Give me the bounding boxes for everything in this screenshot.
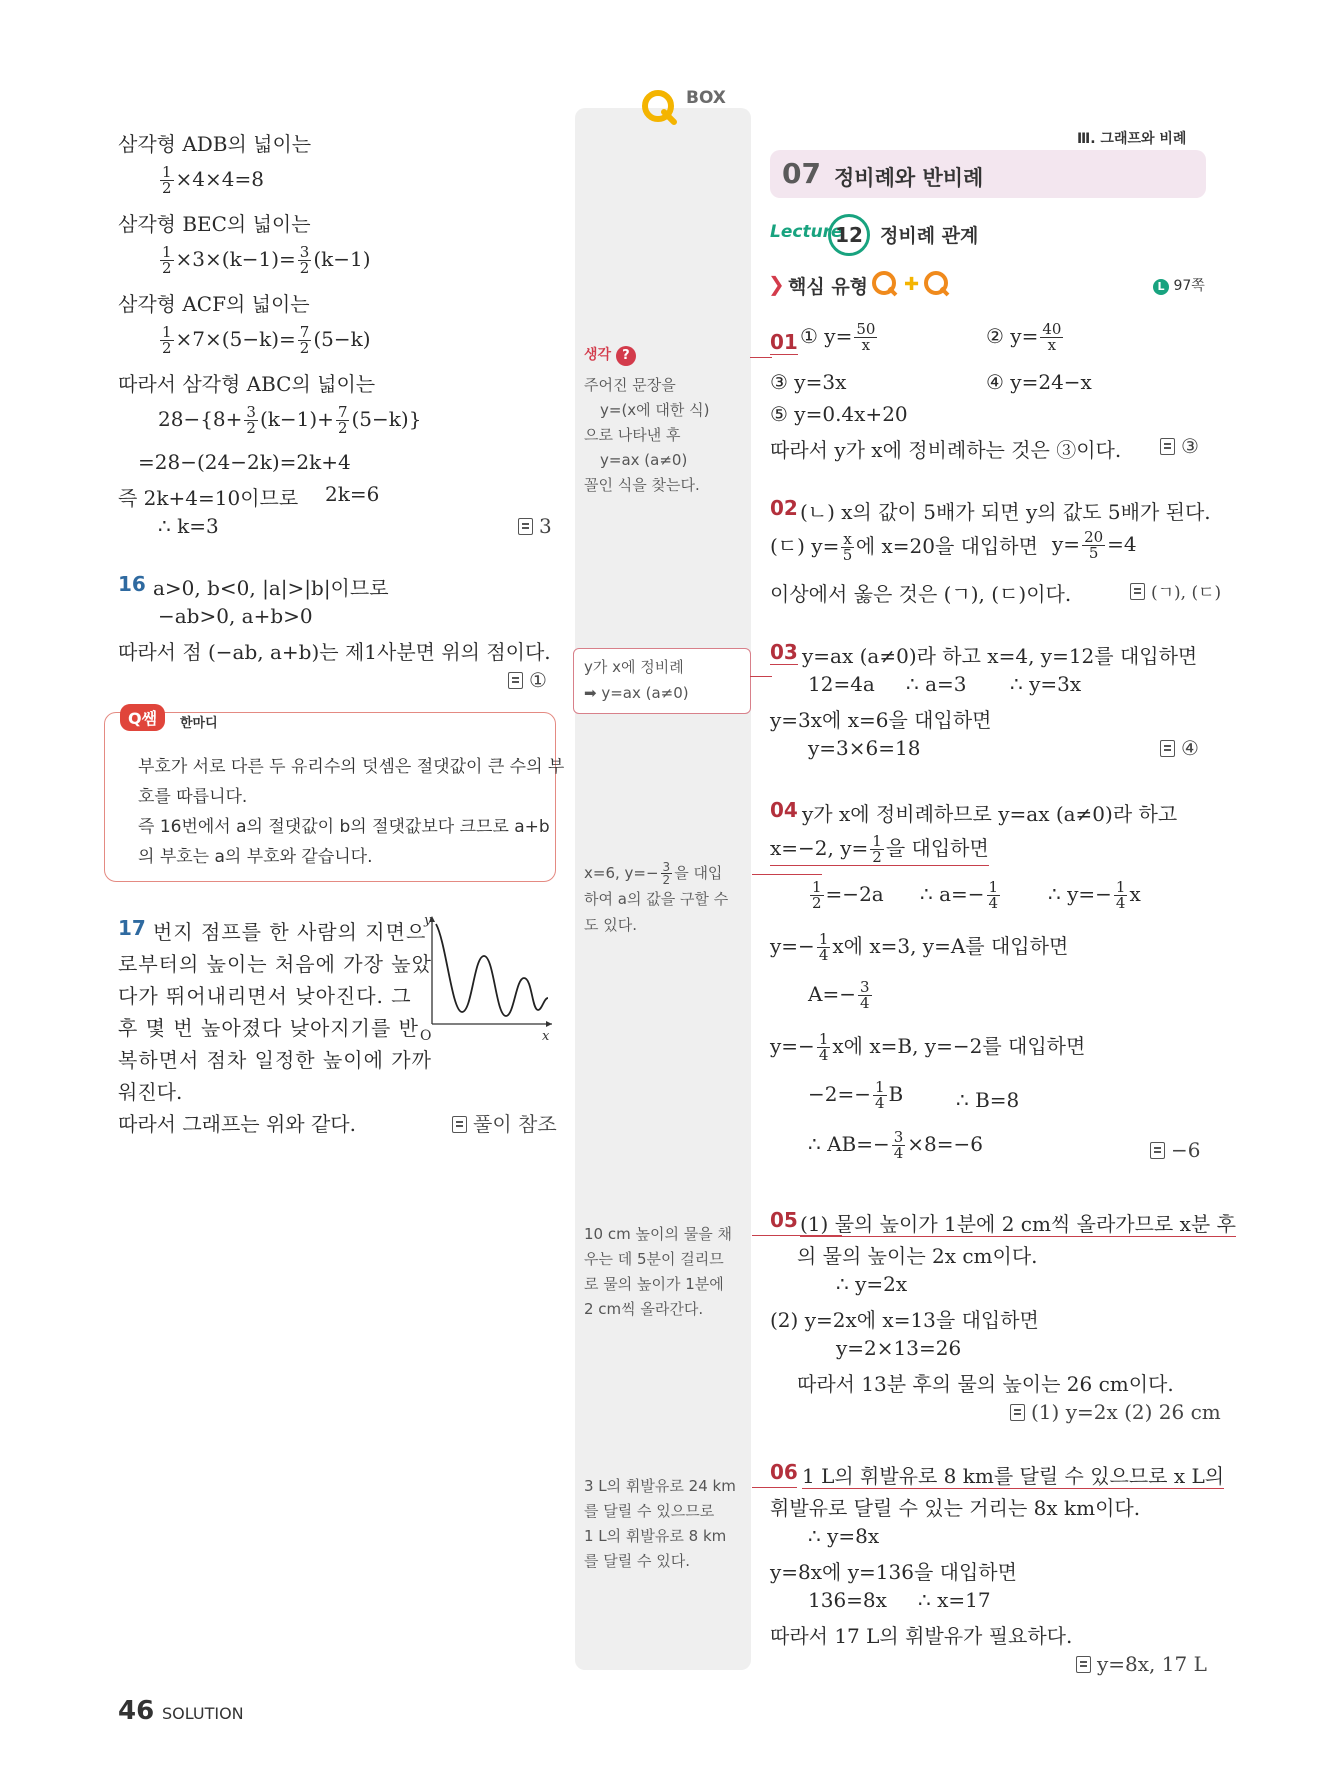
p06-c: ∴ y=8x xyxy=(808,1524,880,1548)
p06-e: 136=8x xyxy=(808,1588,887,1612)
note-connector-04 xyxy=(752,874,822,875)
p17-line-2: 로부터의 높이는 처음에 가장 높았 xyxy=(118,952,432,976)
left-line-10b: 2k=6 xyxy=(325,482,380,506)
fraction: $\frac{1}{2}$ xyxy=(162,163,172,197)
problem-17-number: 17 xyxy=(118,916,146,940)
answer-17 xyxy=(452,1108,557,1137)
left-line-11: ∴ k=3 xyxy=(158,514,219,538)
problem-16-number: 16 xyxy=(118,572,146,596)
mid-line: 꼴인 식을 찾는다. xyxy=(584,476,700,494)
p06-f: 따라서 17 L의 휘발유가 필요하다. xyxy=(770,1624,1073,1648)
graph-curve xyxy=(436,924,548,1016)
answer-05 xyxy=(1010,1400,1221,1424)
p02-b: (ㄷ) y= $\frac{x}{5}$ 에 x=20을 대입하면 xyxy=(770,530,1038,564)
mid-line: x=6, y=− $\frac{3}{2}$ 을 대입 xyxy=(584,860,723,887)
left-line-6 xyxy=(158,325,371,356)
tip-line-2: 호를 따릅니다. xyxy=(138,787,248,807)
fraction: $\frac{1}{4}$ xyxy=(818,930,829,964)
mid-line: 를 달릴 수 있다. xyxy=(584,1552,691,1570)
fraction: $\frac{1}{2}$ xyxy=(812,878,822,912)
fraction: $\frac{40}{x}$ xyxy=(1042,320,1062,354)
lecture-number-text: 12 xyxy=(835,223,863,247)
p04-c3: ∴ y=− $\frac{1}{4}$ x xyxy=(1048,878,1141,912)
p01-a: ① y= $\frac{50}{x}$ xyxy=(800,320,876,354)
answer-icon xyxy=(1130,583,1145,600)
expr: ×4×4=8 xyxy=(175,167,264,191)
left-line-10: 즉 2k+4=10이므로 xyxy=(118,486,299,510)
mid-line: ➡ y=ax (a≠0) xyxy=(584,684,689,702)
p01-c: ③ y=3x xyxy=(770,370,847,394)
note-connector-01 xyxy=(750,357,772,358)
mid-line: 도 있다. xyxy=(584,916,638,934)
mid-line: 하여 a의 값을 구할 수 xyxy=(584,890,729,908)
p17-line-4: 후 몇 번 높아졌다 낮아지기를 반 xyxy=(118,1016,419,1040)
problem-04-number: 04 xyxy=(770,798,798,822)
p17-line-3: 다가 뛰어내리면서 낮아진다. 그 xyxy=(118,984,412,1008)
p02-a: (ㄴ) x의 값이 5배가 되면 y의 값도 5배가 된다. xyxy=(800,500,1211,524)
mid-line: y=(x에 대한 식) xyxy=(600,401,710,419)
p04-h: ∴ AB=− $\frac{3}{4}$ ×8=−6 xyxy=(808,1128,984,1162)
expr: (k−1) xyxy=(313,247,371,271)
answer-text: y=8x, 17 L xyxy=(1097,1652,1207,1676)
fraction: $\frac{x}{5}$ xyxy=(842,530,853,564)
tip-title: 한마디 xyxy=(180,716,218,731)
fraction: $\frac{20}{5}$ xyxy=(1084,528,1104,562)
mid-line: 2 cm씩 올라간다. xyxy=(584,1300,704,1318)
answer-text: ③ xyxy=(1181,434,1199,458)
p16-line-3: 따라서 점 (−ab, a+b)는 제1사분면 위의 점이다. xyxy=(118,640,551,664)
p06-e2: ∴ x=17 xyxy=(918,1588,991,1612)
answer-icon xyxy=(1160,740,1175,757)
mid-line: 10 cm 높이의 물을 채 xyxy=(584,1225,732,1243)
p05-a: (1) 물의 높이가 1분에 2 cm씩 올라가므로 x분 후 xyxy=(800,1212,1236,1236)
p17-line-6: 워진다. xyxy=(118,1080,183,1104)
answer-text: −6 xyxy=(1171,1138,1201,1162)
mid-note-1 xyxy=(584,373,710,498)
p04-a: y가 x에 정비례하므로 y=ax (a≠0)라 하고 xyxy=(802,802,1178,826)
note-connector-06 xyxy=(752,1487,797,1488)
answer-text: ① xyxy=(529,668,547,692)
p16-line-2: −ab>0, a+b>0 xyxy=(158,604,313,628)
fraction: $\frac{3}{2}$ xyxy=(299,243,310,277)
answer-16 xyxy=(508,668,547,692)
left-line-7: 따라서 삼각형 ABC의 넓이는 xyxy=(118,372,376,396)
fraction: $\frac{1}{2}$ xyxy=(162,243,172,277)
answer-icon xyxy=(1160,438,1175,455)
chapter-number: 07 xyxy=(782,157,821,190)
answer-text: 풀이 참조 xyxy=(473,1112,557,1136)
p17-line-1: 번지 점프를 한 사람의 지면으 xyxy=(153,920,427,944)
p03-b3: ∴ y=3x xyxy=(1010,672,1082,696)
answer-02 xyxy=(1130,578,1221,603)
fraction: $\frac{1}{4}$ xyxy=(1115,878,1126,912)
left-line-2 xyxy=(158,165,264,196)
p06-a: 1 L의 휘발유로 8 km를 달릴 수 있으므로 x L의 xyxy=(802,1464,1225,1488)
answer-text: 3 xyxy=(539,514,552,538)
answer-text: ④ xyxy=(1181,736,1199,760)
mid-line: y가 x에 정비례 xyxy=(584,658,684,676)
lecture-label: Lecture xyxy=(770,222,843,242)
q-logo-icon xyxy=(640,86,684,126)
mid-line: 1 L의 휘발유로 8 km xyxy=(584,1527,727,1545)
p16-line-1: a>0, b<0, |a|>|b|이므로 xyxy=(153,576,389,600)
p17-line-5: 복하면서 점차 일정한 높이에 가까 xyxy=(118,1048,432,1072)
fraction: $\frac{1}{2}$ xyxy=(872,832,882,866)
p17-line-7: 따라서 그래프는 위와 같다. xyxy=(118,1112,356,1136)
p05-d: (2) y=2x에 x=13을 대입하면 xyxy=(770,1308,1039,1332)
fraction: $\frac{1}{4}$ xyxy=(988,878,999,912)
p04-c: $\frac{1}{2}$ =−2a xyxy=(812,878,884,912)
svg-text:✚: ✚ xyxy=(904,274,920,295)
p05-c: ∴ y=2x xyxy=(836,1272,908,1296)
fraction: $\frac{50}{x}$ xyxy=(856,320,876,354)
breadcrumb: Ⅲ. 그래프와 비례 xyxy=(1077,131,1187,147)
p02-b-result: y= $\frac{20}{5}$ =4 xyxy=(1052,528,1137,562)
answer-text: (1) y=2x (2) 26 cm xyxy=(1031,1400,1221,1424)
expr: (k−1)+ xyxy=(259,407,334,431)
box-label: BOX xyxy=(686,88,726,108)
p05-e: y=2×13=26 xyxy=(836,1336,962,1360)
left-line-8 xyxy=(158,405,421,436)
answer-06 xyxy=(1076,1652,1207,1676)
answer-icon xyxy=(1010,1404,1025,1421)
fraction: $\frac{1}{2}$ xyxy=(162,323,172,357)
expr: ×3×(k−1)= xyxy=(175,247,296,271)
chapter-title: 정비례와 반비례 xyxy=(834,166,984,190)
fraction: $\frac{1}{4}$ xyxy=(818,1030,829,1064)
core-type-label: 핵심 유형 xyxy=(788,276,869,298)
p05-b: 의 물의 높이는 2x cm이다. xyxy=(797,1244,1038,1268)
fraction: $\frac{7}{2}$ xyxy=(337,403,348,437)
p04-b: x=−2, y= $\frac{1}{2}$ 을 대입하면 xyxy=(770,832,989,866)
p01-d: ④ y=24−x xyxy=(986,370,1092,394)
left-line-5: 삼각형 ACF의 넓이는 xyxy=(118,292,310,316)
page-ref-text: 97쪽 xyxy=(1173,278,1205,294)
lecture-title: 정비례 관계 xyxy=(880,225,979,247)
page-ref-badge xyxy=(1153,275,1205,295)
p01-f: 따라서 y가 x에 정비례하는 것은 ③이다. xyxy=(770,438,1122,462)
p03-b: 12=4a xyxy=(808,672,875,696)
p02-c: 이상에서 옳은 것은 (ㄱ), (ㄷ)이다. xyxy=(770,582,1072,606)
think-label xyxy=(584,344,636,366)
p06-d: y=8x에 y=136을 대입하면 xyxy=(770,1560,1017,1584)
mid-line: y=ax (a≠0) xyxy=(600,451,688,469)
left-line-1: 삼각형 ADB의 넓이는 xyxy=(118,132,312,156)
lecture-number xyxy=(828,214,870,256)
answer-icon xyxy=(508,672,523,689)
graph-y-label: y xyxy=(424,913,432,928)
mid-line: 우는 데 5분이 걸리므 xyxy=(584,1250,724,1268)
think-icon: ? xyxy=(616,346,636,366)
footer-label: SOLUTION xyxy=(162,1704,244,1723)
problem-06-number: 06 xyxy=(770,1460,798,1484)
answer-15 xyxy=(518,514,552,538)
fraction: $\frac{7}{2}$ xyxy=(299,323,310,357)
mid-note-04 xyxy=(584,860,728,938)
definition-text xyxy=(584,654,689,706)
fraction: $\frac{3}{2}$ xyxy=(246,403,256,437)
expr: 28−{8+ xyxy=(158,407,243,431)
mid-note-06 xyxy=(584,1474,736,1574)
p04-f: y=− $\frac{1}{4}$ x에 x=B, y=−2를 대입하면 xyxy=(770,1030,1086,1064)
answer-04 xyxy=(1150,1138,1200,1162)
p03-c: y=3x에 x=6을 대입하면 xyxy=(770,708,992,732)
problem-02-number: 02 xyxy=(770,496,798,520)
tip-line-3: 즉 16번에서 a의 절댓값이 b의 절댓값보다 크므로 a+b xyxy=(138,817,550,837)
bungee-graph xyxy=(418,912,558,1042)
p03-b2: ∴ a=3 xyxy=(906,672,967,696)
graph-x-label: x xyxy=(542,1029,550,1042)
answer-icon xyxy=(1076,1656,1091,1673)
left-line-3: 삼각형 BEC의 넓이는 xyxy=(118,212,311,236)
expr: ×7×(5−k)= xyxy=(175,327,296,351)
answer-text: (ㄱ), (ㄷ) xyxy=(1151,583,1222,603)
mid-note-05 xyxy=(584,1222,732,1322)
mid-line: 주어진 문장을 xyxy=(584,376,676,394)
problem-01-number: 01 xyxy=(770,330,798,354)
left-line-9: =28−(24−2k)=2k+4 xyxy=(138,450,351,474)
answer-icon xyxy=(452,1116,467,1133)
tip-badge: Q쌤 xyxy=(120,704,165,731)
problem-03-number: 03 xyxy=(770,640,798,664)
answer-icon xyxy=(518,518,533,535)
q-box-logo xyxy=(640,86,684,131)
p04-d: y=− $\frac{1}{4}$ x에 x=3, y=A를 대입하면 xyxy=(770,930,1069,964)
think-text: 생각 xyxy=(584,347,612,363)
tip-line-1: 부호가 서로 다른 두 유리수의 덧셈은 절댓값이 큰 수의 부 xyxy=(138,757,565,777)
p03-a: y=ax (a≠0)라 하고 x=4, y=12를 대입하면 xyxy=(802,644,1198,668)
p05-f: 따라서 13분 후의 물의 높이는 26 cm이다. xyxy=(797,1372,1174,1396)
p04-g3: ∴ B=8 xyxy=(956,1088,1020,1112)
qq-logo-icon xyxy=(870,268,956,305)
answer-03 xyxy=(1160,736,1199,760)
p01-e: ⑤ y=0.4x+20 xyxy=(770,402,908,426)
expr: (5−k)} xyxy=(351,407,422,431)
tip-line-4: 의 부호는 a의 부호와 같습니다. xyxy=(138,847,373,867)
answer-01 xyxy=(1160,434,1199,458)
core-type-arrow-icon: ❯ xyxy=(768,272,785,296)
p03-d: y=3×6=18 xyxy=(808,736,921,760)
mid-line: 로 물의 높이가 1분에 xyxy=(584,1275,724,1293)
fraction: $\frac{3}{2}$ xyxy=(662,860,671,887)
fraction: $\frac{3}{4}$ xyxy=(859,978,870,1012)
p04-g: −2=− $\frac{1}{4}$ B xyxy=(808,1078,904,1112)
p04-e: A=− $\frac{3}{4}$ xyxy=(808,978,870,1012)
mid-line: 를 달릴 수 있으므로 xyxy=(584,1502,715,1520)
graph-origin-label: O xyxy=(420,1028,432,1042)
mid-line: 으로 나타낸 후 xyxy=(584,426,681,444)
answer-icon xyxy=(1150,1142,1165,1159)
p06-b: 휘발유로 달릴 수 있는 거리는 8x km이다. xyxy=(770,1496,1141,1520)
fraction: $\frac{1}{4}$ xyxy=(875,1078,885,1112)
p04-c2: ∴ a=− $\frac{1}{4}$ xyxy=(920,878,999,912)
note-connector-03 xyxy=(750,676,772,677)
p01-b: ② y= $\frac{40}{x}$ xyxy=(986,320,1062,354)
problem-05-number: 05 xyxy=(770,1208,798,1232)
mid-line: 3 L의 휘발유로 24 km xyxy=(584,1477,736,1495)
l-circle-icon: L xyxy=(1153,279,1169,295)
expr: (5−k) xyxy=(313,327,371,351)
left-line-4 xyxy=(158,245,371,276)
page-number: 46 xyxy=(118,1696,155,1726)
fraction: $\frac{3}{4}$ xyxy=(893,1128,904,1162)
